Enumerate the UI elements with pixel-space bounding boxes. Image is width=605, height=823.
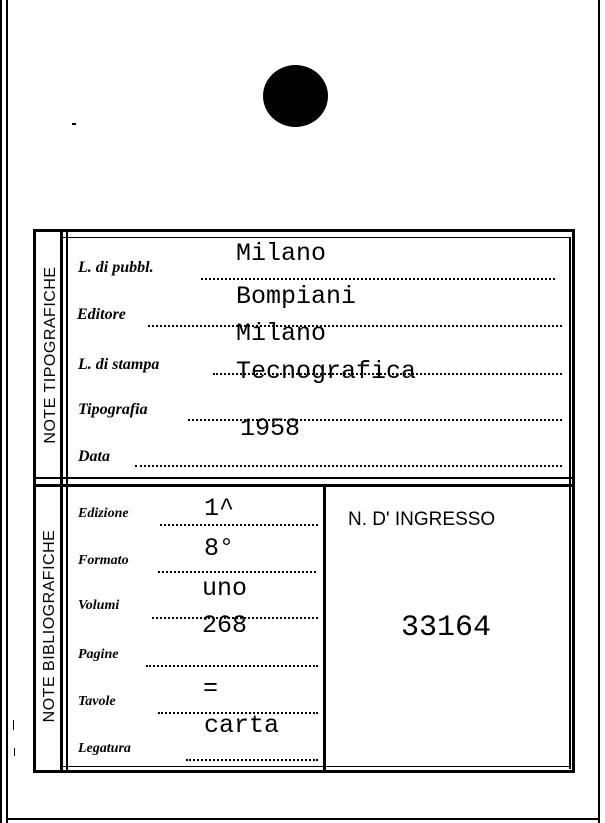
value-legatura: carta (204, 711, 280, 740)
ingresso-divider (323, 487, 326, 771)
frame-inner-line (569, 237, 571, 769)
label-luogo-pubblicazione: L. di pubbl. (78, 259, 154, 276)
value-tipografia: Tecnografica (236, 357, 417, 386)
value-volumi: uno (202, 574, 248, 603)
value-edizione: 1^ (204, 494, 235, 523)
edge-mark (13, 720, 14, 730)
section-title-note-bibliografiche: NOTE BIBLIOGRAFICHE (41, 529, 58, 723)
fill-line (148, 325, 562, 327)
label-tipografia: Tipografia (78, 401, 148, 418)
value-tavole: = (203, 674, 219, 703)
fill-line (146, 665, 318, 667)
label-edizione: Edizione (78, 506, 129, 521)
ingresso-number: 33164 (401, 611, 492, 645)
label-volumi: Volumi (78, 598, 120, 613)
fill-line (158, 571, 316, 573)
ingresso-label: N. D' INGRESSO (348, 509, 496, 530)
label-luogo-stampa: L. di stampa (78, 356, 160, 373)
section-separator (33, 477, 575, 479)
frame-inner-line (62, 237, 570, 238)
label-data: Data (78, 448, 110, 465)
edge-mark (14, 748, 15, 756)
value-luogo-stampa: Milano (236, 319, 327, 348)
fill-line (160, 524, 318, 526)
card-edge-right (598, 0, 600, 823)
label-tavole: Tavole (78, 694, 116, 709)
value-data: 1958 (240, 414, 301, 443)
section-separator (33, 484, 575, 487)
card-edge-left (0, 0, 2, 823)
label-editore: Editore (77, 306, 126, 323)
card-edge-left-inner (6, 0, 8, 823)
value-editore: Bompiani (236, 282, 357, 311)
label-pagine: Pagine (78, 647, 119, 662)
value-pagine: 268 (202, 611, 248, 640)
fill-line (201, 278, 555, 280)
ink-speck (72, 123, 76, 125)
label-formato: Formato (78, 553, 129, 568)
title-column-rule (66, 232, 68, 772)
card-edge-bottom (8, 818, 598, 820)
frame-inner-line (62, 766, 570, 767)
value-formato: 8° (204, 534, 235, 563)
punch-hole (263, 65, 328, 127)
title-column-rule (60, 232, 63, 772)
fill-line (135, 465, 562, 467)
label-legatura: Legatura (78, 741, 131, 756)
fill-line (186, 759, 318, 761)
value-luogo-pubblicazione: Milano (236, 239, 327, 268)
section-title-note-tipografiche: NOTE TIPOGRAFICHE (42, 266, 59, 444)
